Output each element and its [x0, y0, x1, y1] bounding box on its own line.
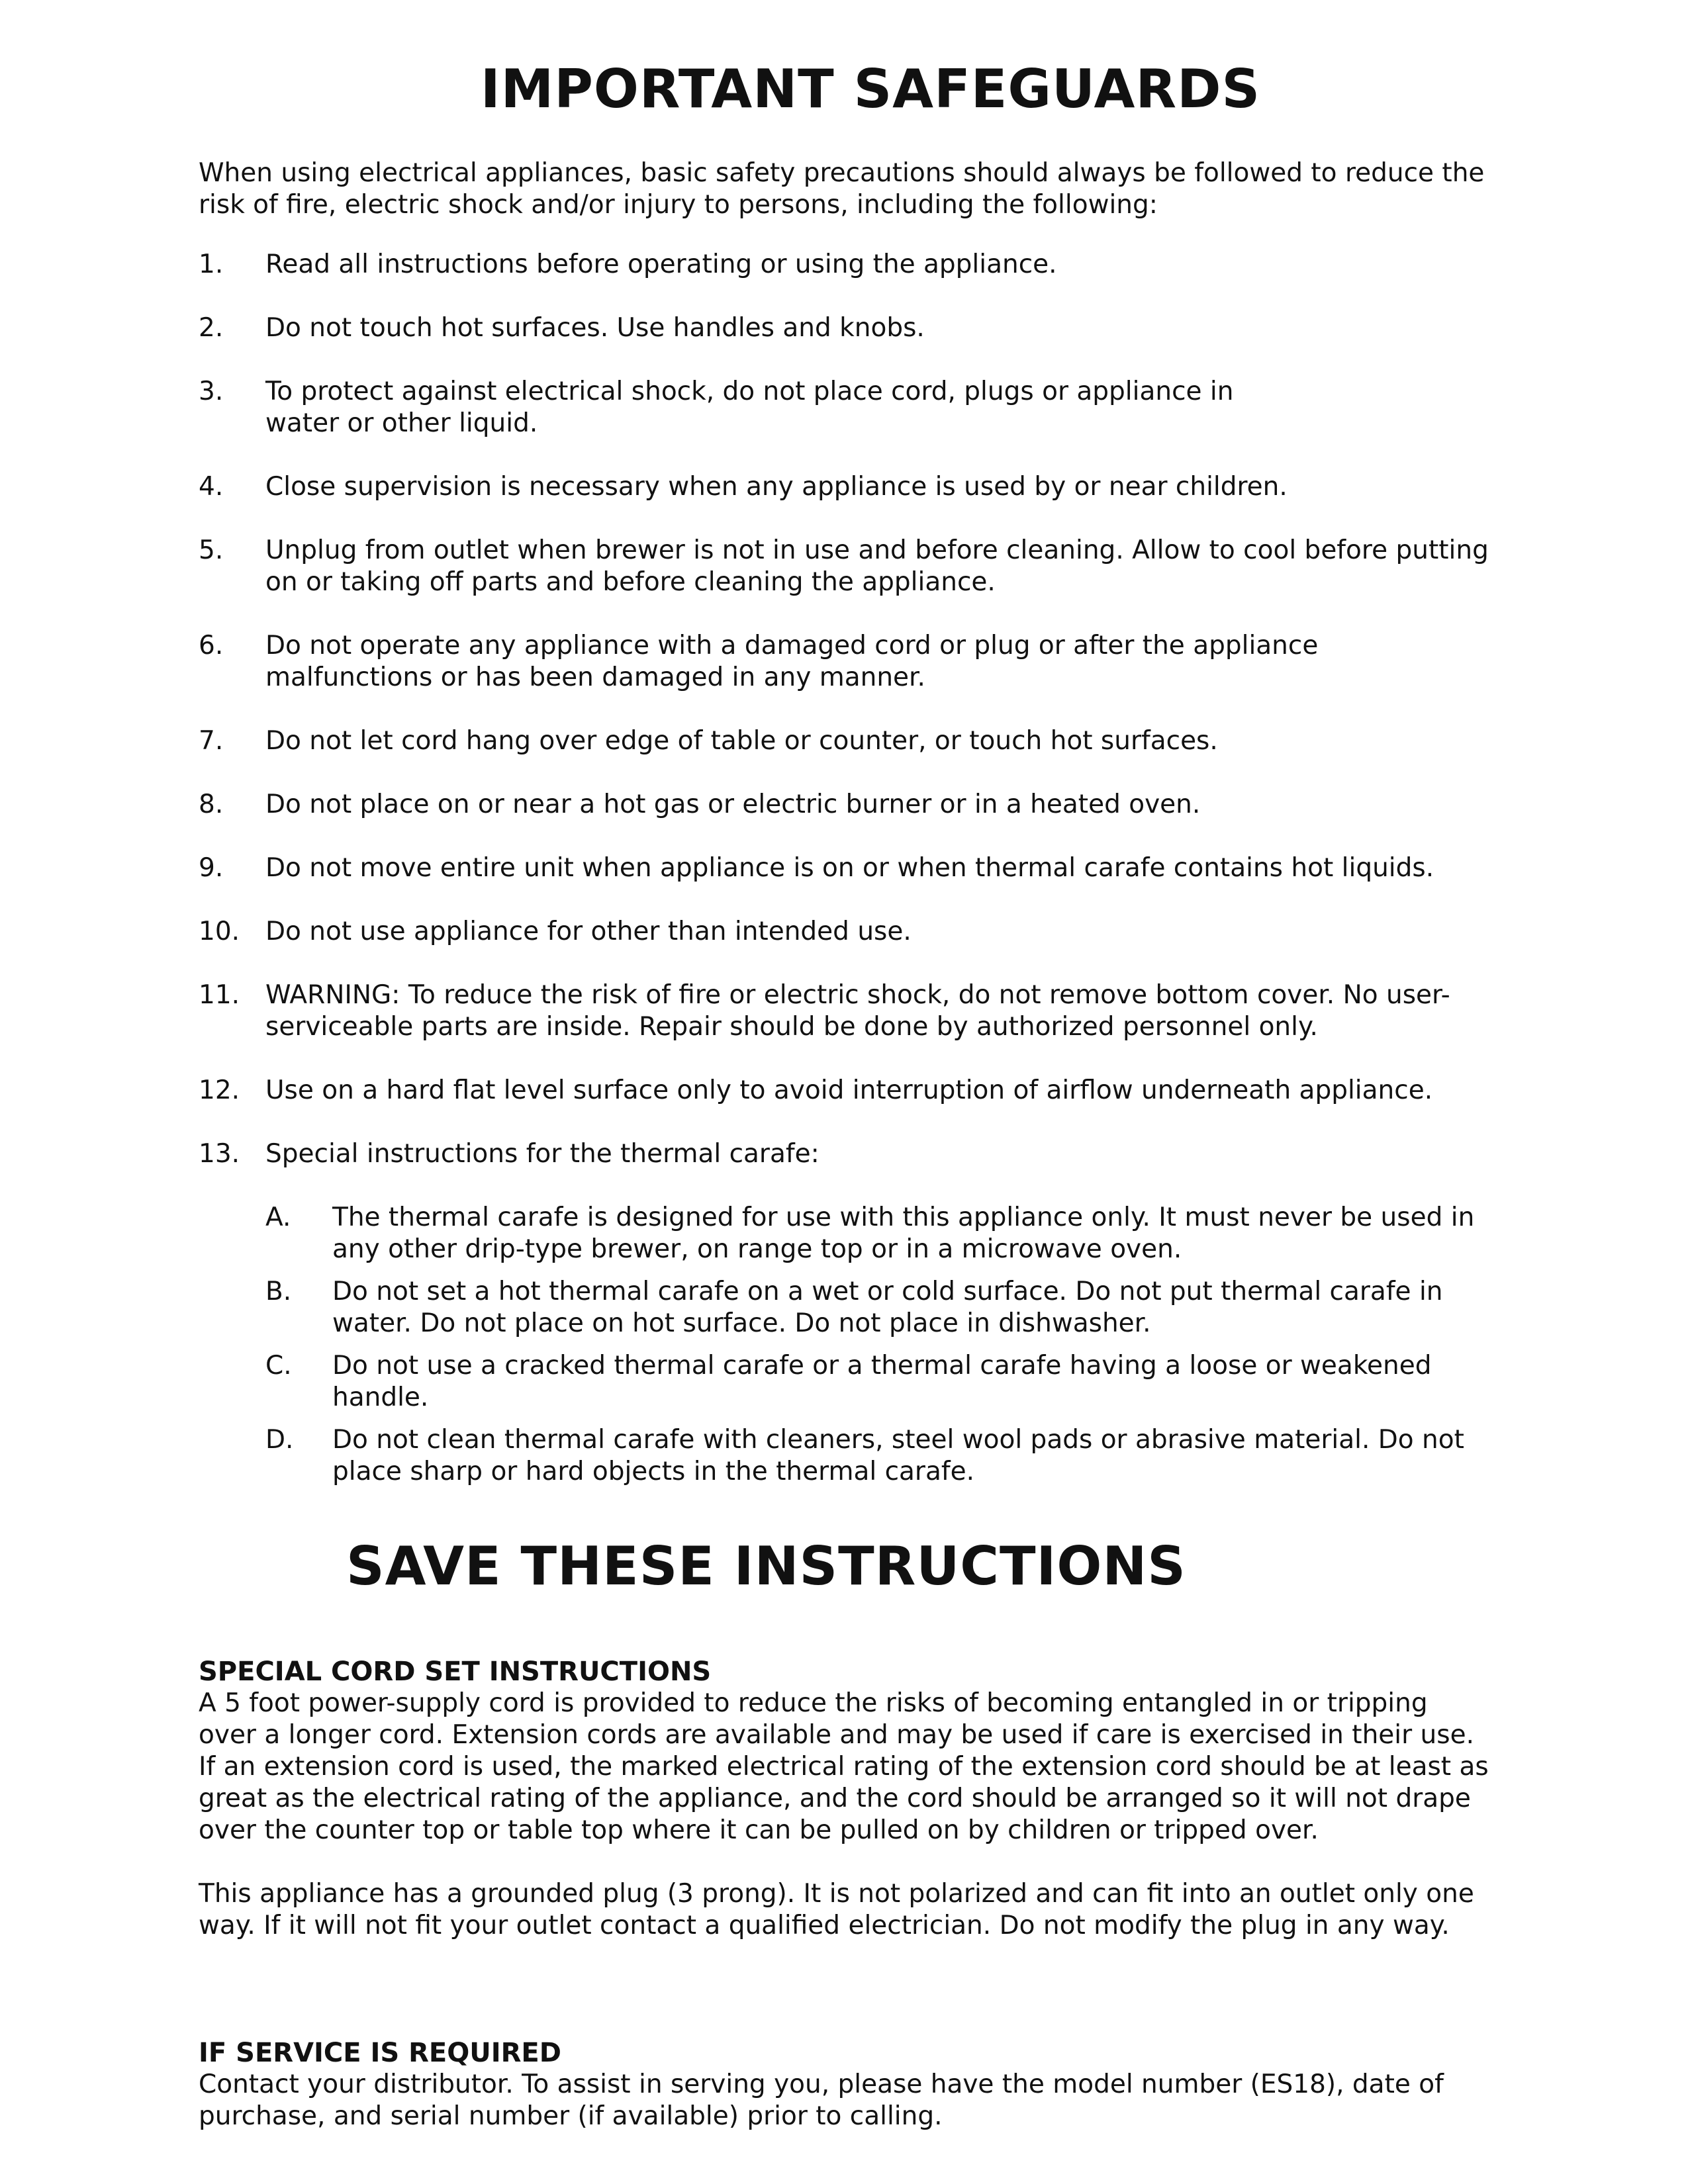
list-item [199, 789, 1489, 821]
list-item [199, 376, 1489, 439]
sublist-item [265, 1424, 1489, 1488]
sub-item-letter: A. [265, 1203, 291, 1232]
list-item [199, 312, 1489, 344]
list-item [199, 852, 1489, 884]
item-text: Do not move entire unit when appliance is on or when thermal carafe contains hot liquids. [265, 853, 1434, 883]
sublist-item [265, 1202, 1489, 1265]
list-item [199, 630, 1489, 694]
sub-item-letter: B. [265, 1277, 292, 1306]
list-item [199, 535, 1489, 598]
sublist-item [265, 1276, 1489, 1340]
sub-item-letter: C. [265, 1351, 292, 1381]
item-number: 4. [199, 472, 224, 502]
item-text: To protect against electrical shock, do not place cord, plugs or appliance in water or other liquid. [265, 377, 1234, 438]
item-number: 8. [199, 790, 224, 819]
item-number: 7. [199, 726, 224, 756]
item-number: 3. [199, 377, 224, 406]
item-text: Close supervision is necessary when any appliance is used by or near children. [265, 472, 1288, 502]
item-number: 13. [199, 1139, 240, 1169]
cord-set-paragraph-1: A 5 foot power-supply cord is provided to reduce the risks of becoming entangled in or tripping over a longer cord. Extension cords are available and may be used if care is exercised in their use. If an extension cord is used, the marked electrical rating of the extension cord should be at least as great as the electrical rating of the appliance, and the cord should be arranged so it will not drape over the counter top or table top where it can be pulled on by children or tripped over. [199, 1688, 1489, 1845]
item-text: Special instructions for the thermal carafe: [265, 1139, 820, 1169]
item-number: 1. [199, 250, 224, 279]
item-number: 12. [199, 1075, 240, 1105]
save-instructions-title: SAVE THESE INSTRUCTIONS [346, 1535, 1186, 1597]
list-item [199, 1138, 1489, 1488]
cord-set-section [199, 1656, 1489, 1942]
service-heading: IF SERVICE IS REQUIRED [199, 2038, 561, 2068]
item-text: Unplug from outlet when brewer is not in use and before cleaning. Allow to cool before putting on or taking off parts and before cleaning the appliance. [265, 535, 1489, 597]
item-text: Use on a hard flat level surface only to avoid interruption of airflow underneath appliance. [265, 1075, 1433, 1105]
intro-paragraph: When using electrical appliances, basic safety precautions should always be followed to reduce the risk of fire, electric shock and/or injury to persons, including the following: [199, 158, 1485, 220]
list-item [199, 725, 1489, 757]
page-title: IMPORTANT SAFEGUARDS [480, 58, 1261, 120]
cord-set-paragraph-2: This appliance has a grounded plug (3 prong). It is not polarized and can fit into an outlet only one way. If it will not fit your outlet contact a qualified electrician. Do not modify the plug in any way. [199, 1879, 1474, 1940]
sublist-item [265, 1350, 1489, 1414]
service-section [199, 2037, 1489, 2132]
item-number: 5. [199, 535, 224, 565]
list-item [199, 471, 1489, 503]
sub-item-text: Do not set a hot thermal carafe on a wet or cold surface. Do not put thermal carafe in water. Do not place on hot surface. Do not place in dishwasher. [332, 1277, 1443, 1338]
sub-item-text: Do not use a cracked thermal carafe or a thermal carafe having a loose or weakened handle. [332, 1351, 1432, 1412]
service-paragraph: Contact your distributor. To assist in serving you, please have the model number (ES18), date of purchase, and serial number (if available) prior to calling. [199, 2070, 1444, 2131]
list-item [199, 1075, 1489, 1107]
item-text: Do not place on or near a hot gas or electric burner or in a heated oven. [265, 790, 1201, 819]
cord-set-heading: SPECIAL CORD SET INSTRUCTIONS [199, 1657, 712, 1687]
item-number: 9. [199, 853, 224, 883]
list-item [199, 249, 1489, 281]
item-number: 11. [199, 980, 240, 1010]
carafe-sublist [265, 1202, 1489, 1488]
item-text: Read all instructions before operating or using the appliance. [265, 250, 1057, 279]
sub-item-text: Do not clean thermal carafe with cleaners, steel wool pads or abrasive material. Do not place sharp or hard objects in the thermal carafe. [332, 1425, 1464, 1486]
item-text: Do not use appliance for other than intended use. [265, 917, 912, 946]
item-number: 6. [199, 631, 224, 660]
list-item [199, 916, 1489, 948]
item-text: Do not let cord hang over edge of table or counter, or touch hot surfaces. [265, 726, 1218, 756]
safeguards-list [199, 249, 1489, 1520]
item-text: WARNING: To reduce the risk of fire or electric shock, do not remove bottom cover. No user-serviceable parts are inside. Repair should be done by authorized personnel only. [265, 980, 1450, 1042]
list-item [199, 979, 1489, 1043]
sub-item-letter: D. [265, 1425, 294, 1455]
item-number: 2. [199, 313, 224, 343]
item-text: Do not touch hot surfaces. Use handles and knobs. [265, 313, 925, 343]
item-number: 10. [199, 917, 240, 946]
sub-item-text: The thermal carafe is designed for use with this appliance only. It must never be used in any other drip-type brewer, on range top or in a microwave oven. [332, 1203, 1475, 1264]
item-text: Do not operate any appliance with a damaged cord or plug or after the appliance malfunctions or has been damaged in any manner. [265, 631, 1319, 692]
